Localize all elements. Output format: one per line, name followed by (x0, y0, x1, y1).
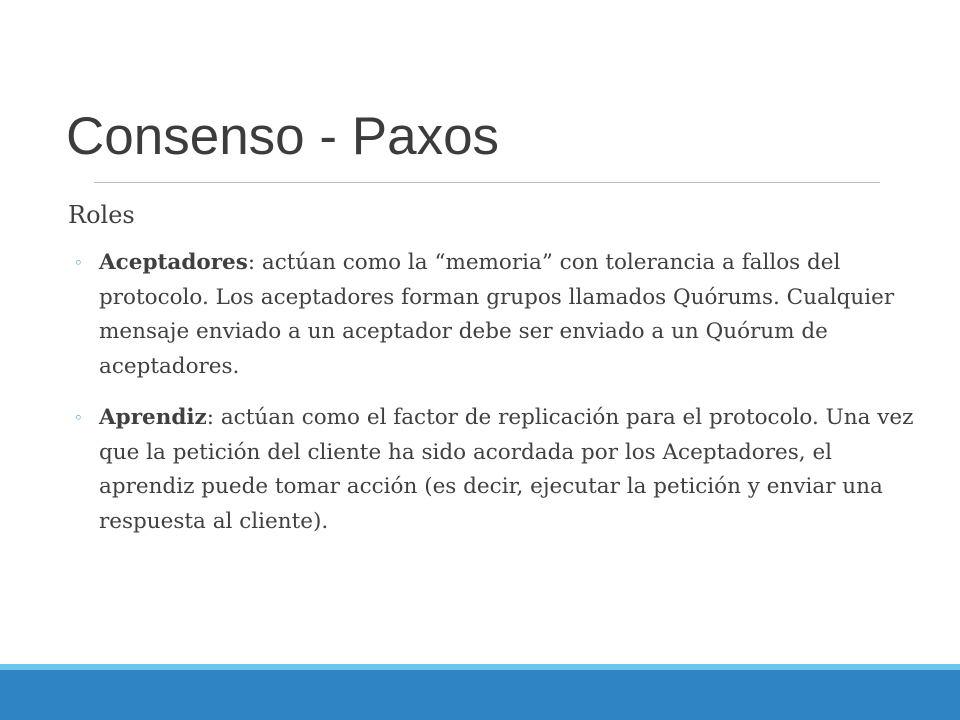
bullet-list (74, 246, 914, 556)
footer-bar (0, 670, 960, 720)
bullet-text (99, 246, 914, 384)
bullet-aprendiz (74, 401, 914, 539)
bullet-circle-icon: ◦ (74, 254, 83, 272)
bullet-term: Aprendiz (99, 405, 207, 430)
section-heading: Roles (68, 201, 135, 229)
bullet-description: : actúan como el factor de replicación para el protocolo. Una vez que la petición del cliente ha sido acordada por los Aceptadores, el aprendiz puede tomar acción (es decir, ejecutar la petición y enviar una respuesta al cliente). (99, 405, 914, 534)
bullet-aceptadores (74, 246, 914, 384)
slide-title: Consenso - Paxos (66, 107, 500, 166)
title-divider (94, 182, 880, 183)
bullet-text (99, 401, 914, 539)
bullet-term: Aceptadores (99, 250, 248, 275)
bullet-description: : actúan como la “memoria” con tolerancia a fallos del protocolo. Los aceptadores forman grupos llamados Quórums. Cualquier mensaje enviado a un aceptador debe ser enviado a un Quórum de aceptadores. (99, 250, 895, 379)
bullet-circle-icon: ◦ (74, 409, 83, 427)
